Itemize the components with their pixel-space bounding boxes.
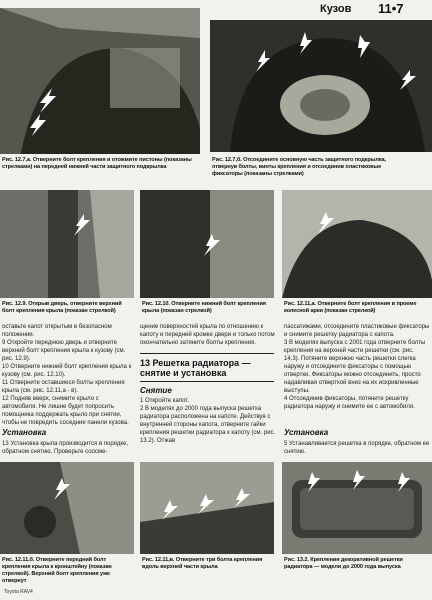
caption-fig-12-11b: Рис. 12.11,б. Отверните передний болт крепления крыла к кронштейну (показан стрелкой). Верхний болт крепления уже отвернут: [2, 557, 112, 584]
fender-liner-image: [210, 20, 432, 152]
page-header: [300, 0, 432, 20]
text-col-1: оставьте капот открытым в безопасном положении. 9 Откройте переднюю дверь и отверните верхний болт крепления крыла к кузову (см. рис. 12.9). 10 Отверните нижний болт крепления крыла к кузову (см. рис. 12.10). 11 Отверните оставшиеся болты крепления крыла (см. рис. 12.11,а - в). 12 Подняв вверх, снимите крыло с автомобиля. Не лишне будет попросить помощника поддержать крыло при снятии, чтобы не повредить соседние панели кузова.: [2, 324, 132, 426]
heading-installation-1: Установка: [2, 428, 47, 437]
lower-bolt-image: [140, 190, 274, 298]
footer: Toyota RAV4: [4, 589, 33, 595]
page-number: 11•7: [378, 1, 404, 16]
caption-fig-12-11a: Рис. 12.11,а. Отверните болт крепления в проеме колесной арки (показан стрелкой): [284, 301, 417, 314]
photo-fig-12-7a: [0, 8, 200, 154]
text-col-2-top: щение поверхностей крыла по отношению к капоту и передней кромке двери и только потом окончательно затяните болты крепления.: [140, 324, 275, 346]
divider: [140, 353, 274, 354]
caption-fig-12-7a: Рис. 12.7,а. Отверните болт крепления и отожмите пистоны (показаны стрелками) на передней нижней части защитного подкрылка: [2, 157, 192, 170]
wheel-arch-image: [0, 8, 200, 154]
caption-fig-12-10: Рис. 12.10. Отверните нижний болт крепления крыла (показан стрелкой): [142, 301, 266, 314]
text-col-3b: 5 Устанавливается решетка в порядке, обратном ее снятию.: [284, 441, 430, 455]
photo-fig-12-7b: [210, 20, 432, 152]
divider: [140, 381, 274, 382]
caption-fig-12-11v: Рис. 12.11,в. Отверните три болта крепления вдоль верхней части крыла: [142, 557, 263, 570]
caption-fig-12-9: Рис. 12.9. Открыв дверь, отверните верхний болт крепления крыла (показан стрелкой): [2, 301, 122, 314]
text-col-3: пассатижами, отсоедините пластиковые фиксаторы и снимите решетку радиатора с капота. 3 В моделях выпуска с 2001 года отверните болты крепления на верхней части решетки (см. рис. 14.3). Потяните верхнюю часть решетки слегка наружу и отсоедините фиксаторы с помощью отвертки. Фиксаторы можно отсоединить, просто надавливая отверткой вниз на их искривленные выступы. 4 Отсоединив фиксаторы, потяните решетку радиатора наружу и снимите ее с автомобиля.: [284, 324, 430, 410]
caption-fig-13-2: Рис. 13.2. Крепления декоративной решетки радиатора — модели до 2000 года выпуска: [284, 557, 403, 570]
photo-fig-12-11v: [140, 462, 274, 554]
heading-installation-2: Установка: [284, 428, 329, 437]
arch-bolt-image: [282, 190, 432, 298]
bracket-bolt-image: [0, 462, 134, 554]
photo-fig-12-9: [0, 190, 134, 298]
photo-fig-12-10: [140, 190, 274, 298]
caption-fig-12-7b: Рис. 12.7,б. Отсоедините основную часть защитного подкрылка, отвернув болты, винты крепления и отсоединив пластиковые фиксаторы (показаны стрелками): [212, 157, 386, 177]
text-col-2-body: 1 Откройте капот. 2 В моделях до 2000 года выпуска решетка радиатора расположена на капоте. Действуя с внутренней стороны капота, отверните гайки крепления решетки радиатора к капоту (см. рис. 13.2). Отжав: [140, 398, 276, 444]
grille-image: [282, 462, 432, 554]
photo-fig-12-11b: [0, 462, 134, 554]
text-col-1b: 13 Установка крыла производится в порядке, обратном снятию. Проверьте соосме-: [2, 441, 129, 455]
heading-removal: Снятие: [140, 386, 172, 395]
photo-fig-12-11a: [282, 190, 432, 298]
photo-fig-13-2: [282, 462, 432, 554]
section-title: Кузов: [320, 3, 352, 15]
door-hinge-image: [0, 190, 134, 298]
section-title-13: 13 Решетка радиатора — снятие и установка: [140, 358, 251, 378]
upper-edge-image: [140, 462, 274, 554]
